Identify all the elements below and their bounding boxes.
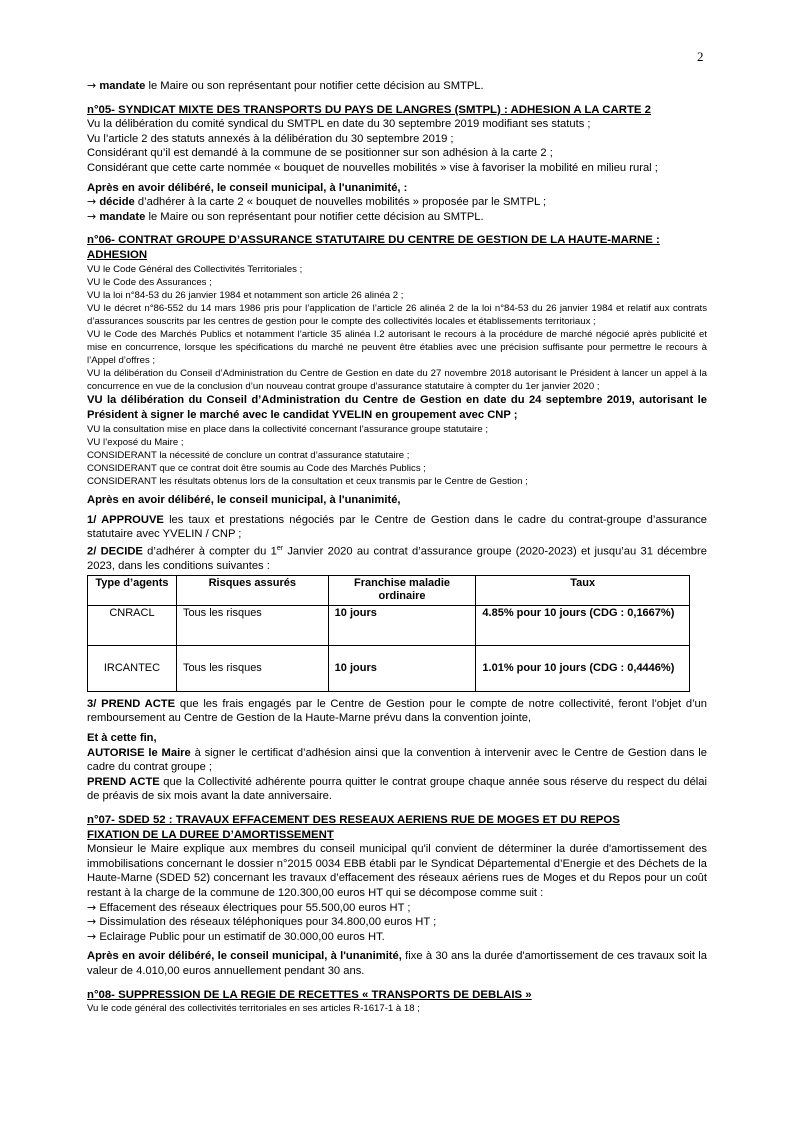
s06-vu: VU la consultation mise en place dans la collectivité concernant l’assurance groupe statutaire ; bbox=[87, 423, 489, 435]
section-06 bbox=[87, 233, 707, 804]
section-07 bbox=[87, 813, 707, 979]
s06-considerant: CONSIDERANT que ce contrat doit être soumis au Code des Marchés Publics ; bbox=[87, 462, 426, 474]
s06-decide: 2/ DECIDE d’adhérer à compter du 1er Janvier 2020 au contrat d’assurance groupe (2020-2023) et jusqu’au 31 décembre 2023, dans les conditions suivantes : bbox=[87, 544, 707, 573]
s06-vu-bold: VU la délibération du Conseil d’Administration du Centre de Gestion en date du 24 septembre 2019, autorisant le Président à signer le marché avec le candidat YVELIN en groupement avec CNP ; bbox=[87, 394, 707, 422]
s05-line: Vu la délibération du comité syndical du SMTPL en date du 30 septembre 2019 modifiant ses statuts ; bbox=[87, 118, 591, 131]
s06-vu: VU la loi n°84-53 du 26 janvier 1984 et notamment son article 26 alinéa 2 ; bbox=[87, 289, 404, 301]
s06-fin: Et à cette fin, bbox=[87, 732, 157, 745]
s06-vu: VU l’exposé du Maire ; bbox=[87, 436, 184, 448]
table-cell: IRCANTEC bbox=[88, 645, 177, 691]
table-header: Risques assurés bbox=[176, 575, 328, 605]
section-07-subtitle: FIXATION DE LA DUREE D’AMORTISSEMENT bbox=[87, 828, 334, 841]
s06-vu: VU le Code des Marchés Publics et notamment l’article 35 alinéa I.2 autorisant le recours à la procédure de marché négocié après publicité et mise en concurrence, lorsque les spécifications du marché ne peuvent être établies avec une précision suffisante pour permettre le recours à l’Appel d’offres ; bbox=[87, 329, 707, 367]
s05-line: Vu l’article 2 des statuts annexés à la délibération du 30 septembre 2019 ; bbox=[87, 132, 454, 145]
s06-considerant: CONSIDERANT les résultats obtenus lors de la consultation et ceux transmis par le Centre de Gestion ; bbox=[87, 476, 528, 488]
table-row bbox=[88, 645, 690, 691]
insurance-table bbox=[87, 575, 690, 692]
table-cell: CNRACL bbox=[88, 605, 177, 645]
s05-line: Considérant que cette carte nommée « bouquet de nouvelles mobilités » vise à favoriser la mobilité en milieu rural ; bbox=[87, 161, 658, 174]
arrow-icon: → bbox=[87, 79, 97, 92]
s06-approve: 1/ APPROUVE les taux et prestations négociés par le Centre de Gestion dans le cadre du contrat-groupe d’assurance statutaire avec YVELIN / CNP ; bbox=[87, 513, 707, 541]
section-05 bbox=[87, 103, 707, 225]
table-header: Franchise maladie ordinaire bbox=[328, 575, 476, 605]
s06-considerant: CONSIDERANT la nécessité de conclure un contrat d’assurance statutaire ; bbox=[87, 449, 410, 461]
table-header: Type d’agents bbox=[88, 575, 177, 605]
s07-item: → Effacement des réseaux électriques pour 55.500,00 euros HT ; bbox=[87, 900, 411, 914]
s08-line: Vu le code général des collectivités territoriales en ses articles R-1617-1 à 18 ; bbox=[87, 1003, 420, 1015]
s06-prend-acte-2: PREND ACTE que la Collectivité adhérente pourra quitter le contrat groupe chaque année sous réserve du respect du délai de préavis de six mois avant la date anniversaire. bbox=[87, 775, 707, 803]
table-header: Taux bbox=[476, 575, 690, 605]
table-cell: 10 jours bbox=[328, 605, 476, 645]
s06-autorise: AUTORISE le Maire à signer le certificat d’adhésion ainsi que la convention à intervenir avec le Centre de Gestion dans le cadre du contrat groupe ; bbox=[87, 746, 707, 774]
page-number: 2 bbox=[697, 49, 704, 64]
s05-mandate: → mandate le Maire ou son représentant pour notifier cette décision au SMTPL. bbox=[87, 209, 484, 223]
s06-prend-acte: 3/ PREND ACTE que les frais engagés par le Centre de Gestion pour le compte de notre collectivité, feront l’objet d’un remboursement au Centre de Gestion de la Haute-Marne prévu dans la convention jointe, bbox=[87, 697, 707, 725]
table-cell: Tous les risques bbox=[176, 605, 328, 645]
table-cell: 10 jours bbox=[328, 645, 476, 691]
arrow-icon: → bbox=[87, 209, 97, 223]
s06-vu: VU le décret n°86-552 du 14 mars 1986 pris pour l’application de l’article 26 alinéa 2 de la loi n°84-53 du 26 janvier 1984 et relatif aux contrats d’assurances souscrits par les centres de gestion pour le compte des collectivités locales et établissements territoriaux ; bbox=[87, 302, 707, 327]
section-08-title: n°08- SUPPRESSION DE LA REGIE DE RECETTES « TRANSPORTS DE DEBLAIS » bbox=[87, 988, 532, 1001]
arrow-icon: → bbox=[87, 929, 97, 943]
s05-deliberation: Après en avoir délibéré, le conseil municipal, à l'unanimité, : bbox=[87, 181, 408, 194]
table-row bbox=[88, 605, 690, 645]
s07-item: → Eclairage Public pour un estimatif de 30.000,00 euros HT. bbox=[87, 929, 385, 943]
table-cell: 1.01% pour 10 jours (CDG : 0,4446%) bbox=[476, 645, 690, 691]
s07-deliberation: Après en avoir délibéré, le conseil municipal, à l'unanimité, fixe à 30 ans la durée d'amortissement de ces travaux soit la valeur de 4.010,00 euros annuellement pendant 30 ans. bbox=[87, 950, 707, 977]
s06-vu: VU le Code des Assurances ; bbox=[87, 276, 212, 288]
table-cell: 4.85% pour 10 jours (CDG : 0,1667%) bbox=[476, 605, 690, 645]
s05-line: Considérant qu’il est demandé à la commune de se positionner sur son adhésion à la carte 2 ; bbox=[87, 147, 553, 160]
table-cell: Tous les risques bbox=[176, 645, 328, 691]
s06-deliberation: Après en avoir délibéré, le conseil municipal, à l'unanimité, bbox=[87, 494, 401, 507]
s06-vu: VU la délibération du Conseil d’Administration du Centre de Gestion en date du 27 novembre 2018 autorisant le Président à lancer un appel à la concurrence en vue de la conclusion d’un nouveau contrat groupe d’assurance statutaire à compter du 1er janvier 2020 ; bbox=[87, 368, 707, 393]
arrow-icon: → bbox=[87, 915, 97, 929]
s07-intro: Monsieur le Maire explique aux membres du conseil municipal qu'il convient de déterminer la durée d'amortissement des immobilisations concernant le dossier n°2015 0034 EBB établi par le Syndicat Départemental d’Energie et des Déchets de la Haute-Marne (SDED 52) concernant les travaux d’effacement des réseaux aériens rues de Moges et du Repos pour un coût restant à la charge de la commune de 120.300,00 euros HT qui se décompose comme suit : bbox=[87, 843, 707, 899]
page-content bbox=[87, 79, 707, 1015]
s06-vu: VU le Code Général des Collectivités Territoriales ; bbox=[87, 263, 303, 275]
s07-item: → Dissimulation des réseaux téléphoniques pour 34.800,00 euros HT ; bbox=[87, 915, 437, 929]
top-mandate-line: → mandate le Maire ou son représentant pour notifier cette décision au SMTPL. bbox=[87, 79, 484, 92]
s05-decide: → décide d’adhérer à la carte 2 « bouquet de nouvelles mobilités » proposée par le SMTPL ; bbox=[87, 195, 547, 209]
section-07-title: n°07- SDED 52 : TRAVAUX EFFACEMENT DES RESEAUX AERIENS RUE DE MOGES ET DU REPOS bbox=[87, 813, 620, 826]
section-08 bbox=[87, 988, 707, 1016]
arrow-icon: → bbox=[87, 195, 97, 209]
section-06-title: n°06- CONTRAT GROUPE D’ASSURANCE STATUTAIRE DU CENTRE DE GESTION DE LA HAUTE-MARNE : ADHESION bbox=[87, 234, 660, 261]
arrow-icon: → bbox=[87, 900, 97, 914]
section-05-title: n°05- SYNDICAT MIXTE DES TRANSPORTS DU PAYS DE LANGRES (SMTPL) : ADHESION A LA CARTE 2 bbox=[87, 103, 651, 116]
table-header-row bbox=[88, 575, 690, 605]
